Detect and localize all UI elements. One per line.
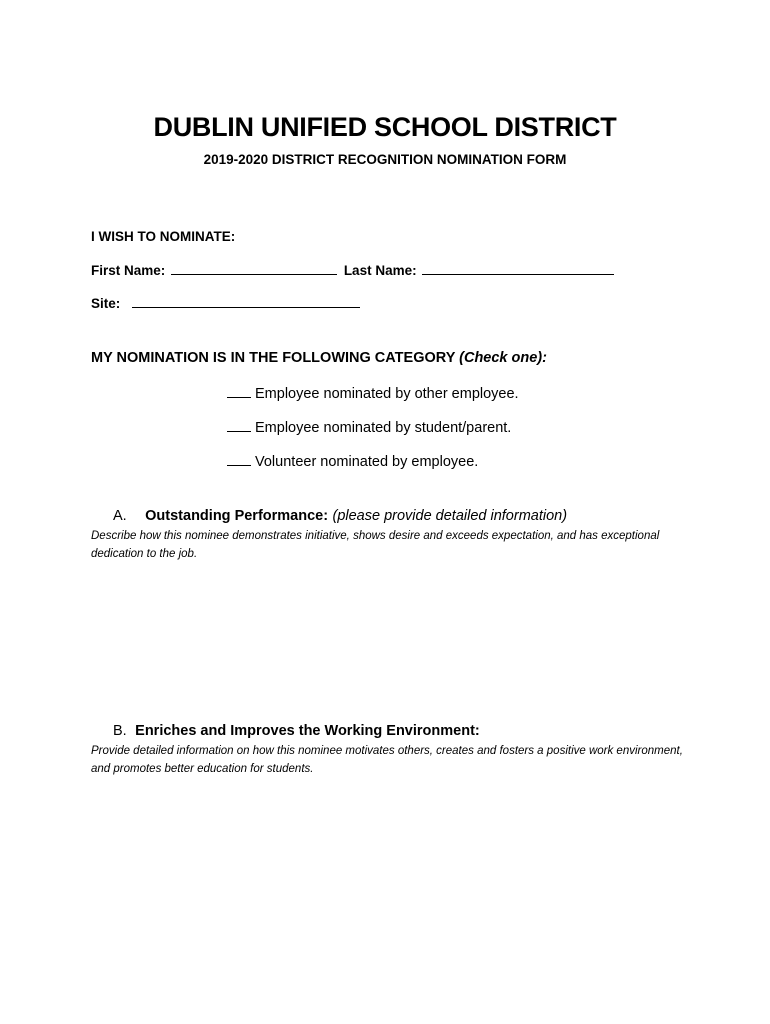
option-label: Employee nominated by student/parent. [255, 420, 512, 436]
section-b-title: Enriches and Improves the Working Environment: [135, 723, 480, 739]
form-subtitle: 2019-2020 DISTRICT RECOGNITION NOMINATION FORM [203, 152, 567, 167]
category-option [227, 419, 511, 436]
section-a-heading [113, 507, 567, 525]
section-b-heading [113, 722, 480, 740]
category-heading [91, 350, 547, 366]
site-row [91, 295, 360, 311]
section-a-description: Describe how this nominee demonstrates initiative, shows desire and exceeds expectation, and has exceptional dedication to the job. [91, 530, 660, 560]
option-label: Volunteer nominated by employee. [255, 454, 479, 470]
category-heading-text: MY NOMINATION IS IN THE FOLLOWING CATEGORY [91, 350, 456, 366]
section-a-note: (please provide detailed information) [332, 508, 568, 524]
section-a-title: Outstanding Performance: [145, 508, 329, 524]
name-row [91, 262, 614, 278]
category-option [227, 385, 519, 402]
first-name-label: First Name: [91, 263, 166, 278]
section-b-letter: B. [113, 723, 127, 739]
section-a-response-area[interactable] [91, 568, 691, 708]
section-a-letter: A. [113, 508, 127, 524]
section-b-response-area[interactable] [91, 784, 691, 984]
section-b-description: Provide detailed information on how this nominee motivates others, creates and fosters a positive work environment, and promotes better education for students. [91, 745, 683, 775]
category-heading-note: (Check one): [459, 350, 547, 366]
site-field[interactable] [132, 295, 360, 308]
nominate-heading: I WISH TO NOMINATE: [91, 229, 236, 244]
last-name-field[interactable] [422, 262, 614, 275]
first-name-field[interactable] [171, 262, 337, 275]
site-label: Site: [91, 296, 121, 311]
option-checkbox-blank[interactable] [227, 453, 251, 466]
option-checkbox-blank[interactable] [227, 385, 251, 398]
option-checkbox-blank[interactable] [227, 419, 251, 432]
option-label: Employee nominated by other employee. [255, 386, 519, 402]
category-option [227, 453, 478, 470]
last-name-label: Last Name: [343, 263, 417, 278]
page-title: DUBLIN UNIFIED SCHOOL DISTRICT [153, 112, 617, 142]
